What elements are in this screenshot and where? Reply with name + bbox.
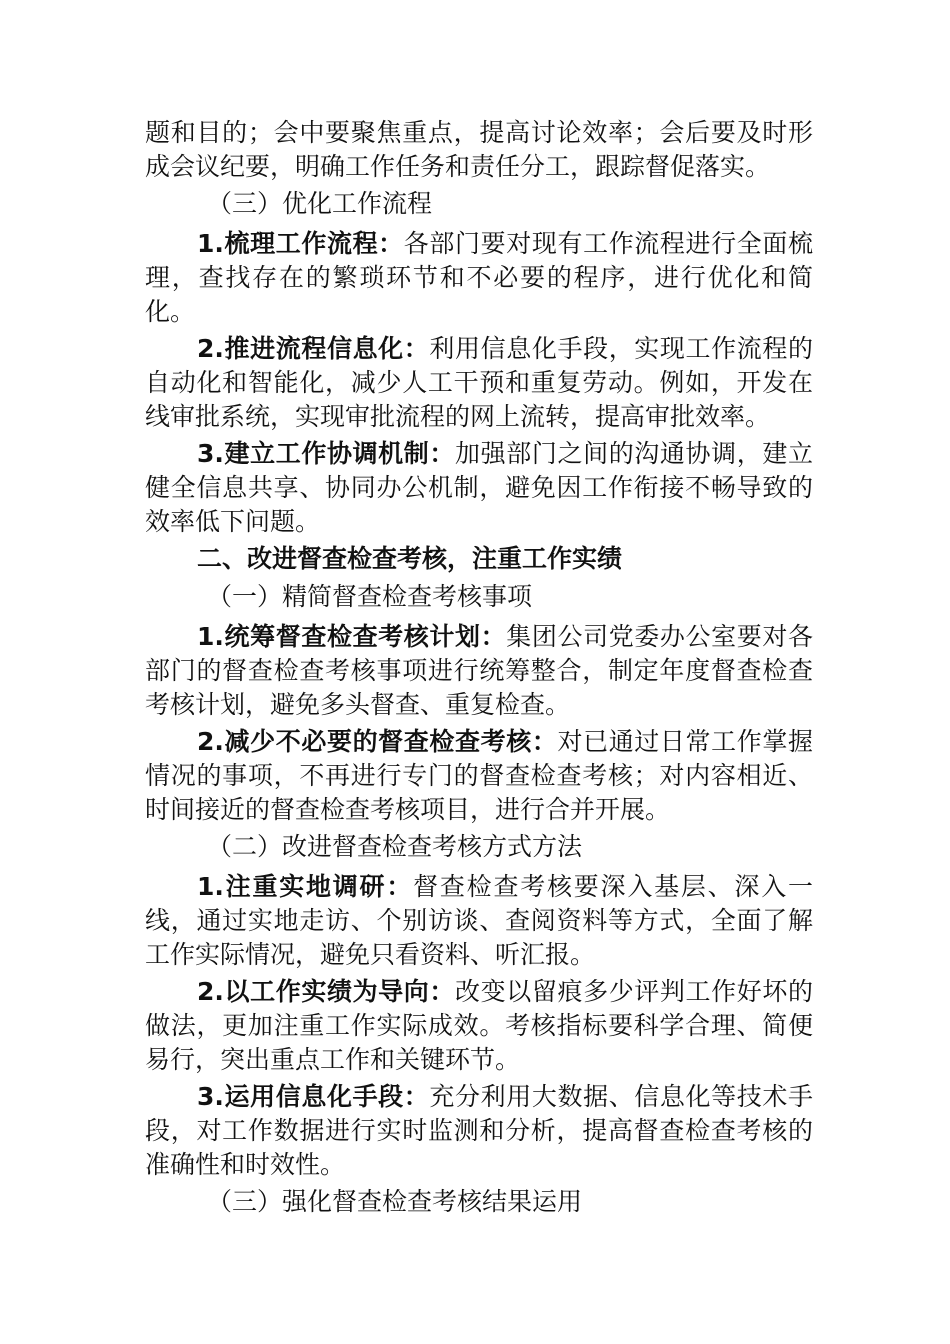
list-item [145,975,813,1077]
subheading-streamline-inspection [145,580,813,614]
item-text: 各部门要对现有工作流程进行全面梳理，查找存在的繁琐环节和不必要的程序，进行优化和简化。 [145,229,813,326]
item-lead: 2.以工作实绩为导向： [197,977,456,1006]
item-lead: 2.推进流程信息化： [197,334,430,363]
list-item [145,227,813,329]
subheading-text: （二）改进督查检查考核方式方法 [207,832,583,861]
item-text: 督查检查考核要深入基层、深入一线，通过实地走访、个别访谈、查阅资料等方式，全面了解工作实际情况，避免只看资料、听汇报。 [145,872,813,969]
list-item [145,620,813,722]
list-item [145,437,813,539]
subheading-text: （三）强化督查检查考核结果运用 [207,1187,583,1216]
item-lead: 3.运用信息化手段： [197,1082,430,1111]
paragraph-text: 题和目的；会中要聚焦重点，提高讨论效率；会后要及时形成会议纪要，明确工作任务和责任分工，跟踪督促落实。 [145,118,813,181]
item-lead: 3.建立工作协调机制： [197,439,456,468]
item-text: 利用信息化手段，实现工作流程的自动化和智能化，减少人工干预和重复劳动。例如，开发在线审批系统，实现审批流程的网上流转，提高审批效率。 [145,334,813,431]
item-text: 加强部门之间的沟通协调，建立健全信息共享、协同办公机制，避免因工作衔接不畅导致的效率低下问题。 [145,439,813,536]
item-lead: 1.统筹督查检查考核计划： [197,622,507,651]
item-text: 充分利用大数据、信息化等技术手段，对工作数据进行实时监测和分析，提高督查检查考核的准确性和时效性。 [145,1082,813,1179]
list-item [145,332,813,434]
list-item [145,725,813,827]
list-item [145,870,813,972]
item-text: 对已通过日常工作掌握情况的事项，不再进行专门的督查检查考核；对内容相近、时间接近的督查检查考核项目，进行合并开展。 [145,727,813,824]
subheading-text: （三）优化工作流程 [207,189,433,218]
subheading-optimize-workflow [145,187,813,221]
paragraph-continuation [145,116,813,184]
document-body [145,116,813,1225]
heading-text: 二、改进督查检查考核，注重工作实绩 [197,544,623,573]
item-text: 改变以留痕多少评判工作好坏的做法，更加注重工作实际成效。考核指标要科学合理、简便易行，突出重点工作和关键环节。 [145,977,813,1074]
list-item [145,1080,813,1182]
item-lead: 1.梳理工作流程： [197,229,404,258]
subheading-improve-methods [145,830,813,864]
subheading-results-application [145,1185,813,1219]
item-lead: 1.注重实地调研： [197,872,414,901]
item-lead: 2.减少不必要的督查检查考核： [197,727,558,756]
item-text: 集团公司党委办公室要对各部门的督查检查考核事项进行统筹整合，制定年度督查检查考核计划，避免多头督查、重复检查。 [145,622,813,719]
section-heading [145,542,813,576]
subheading-text: （一）精简督查检查考核事项 [207,582,533,611]
